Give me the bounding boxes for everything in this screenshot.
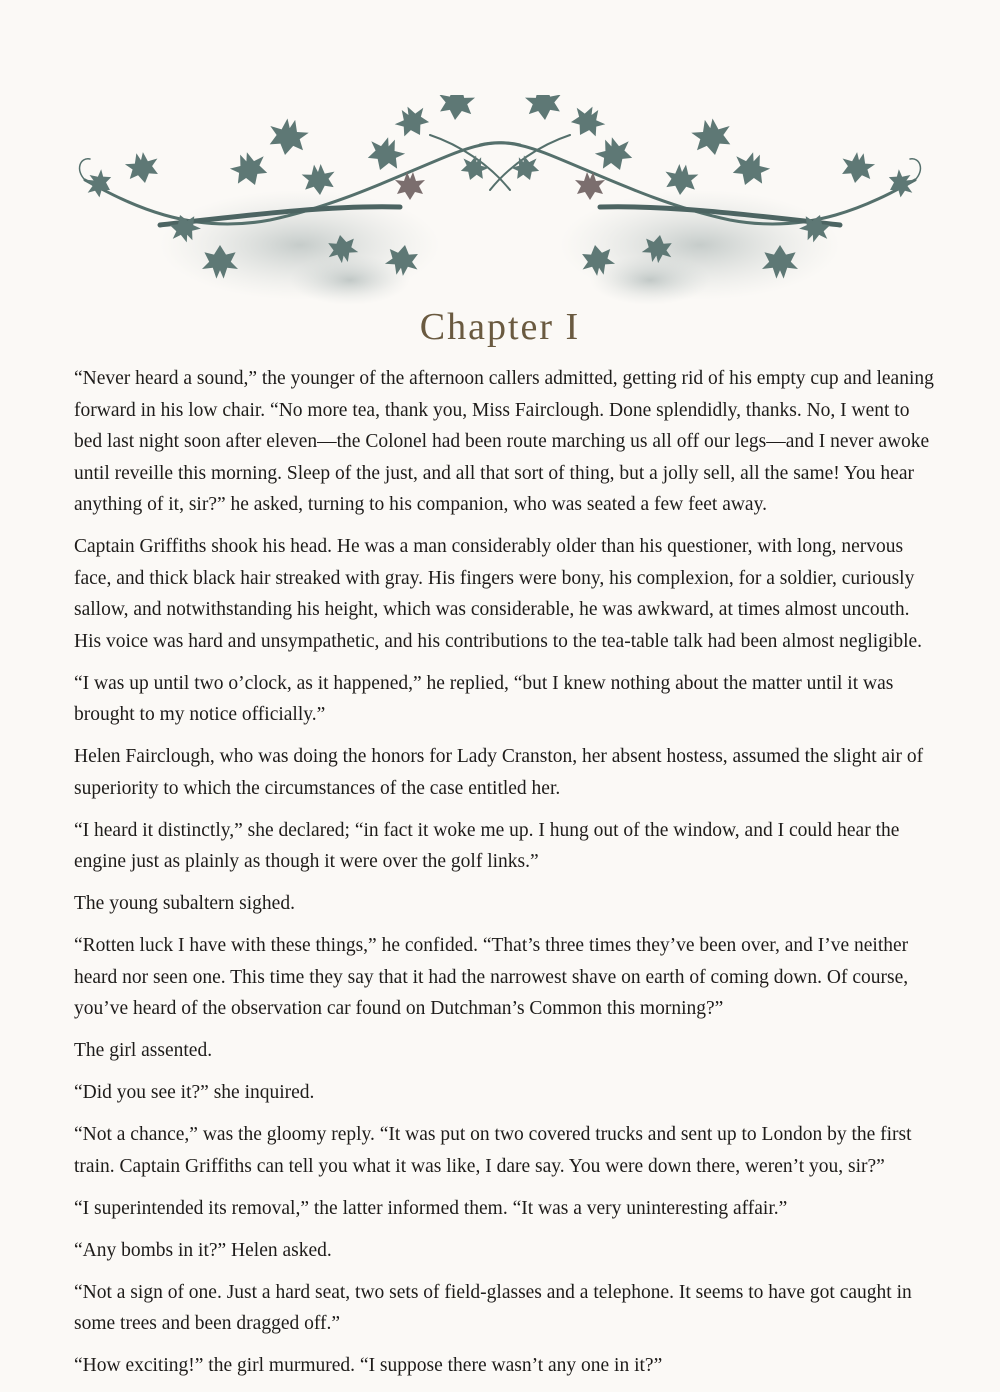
paragraph: “Rotten luck I have with these things,” he confided. “That’s three times they’ve been over, and I’ve neither heard nor seen one. This time they say that it had the narrowest shave on earth of coming down. Of course, you’ve heard of the observation car found on Dutchman’s Common this morning?”: [74, 935, 909, 1019]
paragraph: Helen Fairclough, who was doing the honors for Lady Cranston, her absent hostess, assumed the slight air of superiority to which the circumstances of the case entitled her.: [74, 746, 924, 799]
paragraph: “I superintended its removal,” the latter informed them. “It was a very uninteresting affair.”: [74, 1197, 788, 1219]
paragraph: “Never heard a sound,” the younger of the afternoon callers admitted, getting rid of his empty cup and leaning forward in his low chair. “No more tea, thank you, Miss Fairclough. Done splendidly, thanks. No, I went to bed last night soon after eleven—the Colonel had been route marching us all off our legs—and I never awoke until reveille this morning. Sleep of the just, and all that sort of thing, but a jolly sell, all the same! You hear anything of it, sir?” he asked, turning to his companion, who was seated a few feet away.: [74, 368, 934, 515]
paragraph: The girl assented.: [74, 1040, 213, 1061]
ivy-vine-ornament-icon: [70, 95, 930, 320]
paragraph: “Not a sign of one. Just a hard seat, two sets of field-glasses and a telephone. It seems to have got caught in some trees and been dragged off.”: [74, 1281, 912, 1334]
paragraph: The young subaltern sighed.: [74, 893, 295, 914]
paragraph: “Did you see it?” she inquired.: [74, 1082, 315, 1103]
paragraph: “Not a chance,” was the gloomy reply. “It was put on two covered trucks and sent up to London by the first train. Captain Griffiths can tell you what it was like, I dare say. You were down there, weren’t you, sir?”: [74, 1124, 912, 1177]
paragraph: Captain Griffiths shook his head. He was a man considerably older than his questioner, with long, nervous face, and thick black hair streaked with gray. His fingers were bony, his complexion, for a soldier, curiously sallow, and notwithstanding his height, which was considerable, he was awkward, at times almost uncouth. His voice was hard and unsympathetic, and his contributions to the tea-table talk had been almost negligible.: [74, 536, 923, 652]
chapter-text: [74, 363, 934, 1392]
chapter-title: Chapter I: [419, 306, 581, 348]
paragraph: “Any bombs in it?” Helen asked.: [74, 1239, 332, 1261]
paragraph: “I heard it distinctly,” she declared; “in fact it woke me up. I hung out of the window, and I could hear the engine just as plainly as though it were over the golf links.”: [74, 819, 900, 872]
paragraph: “How exciting!” the girl murmured. “I suppose there wasn’t any one in it?”: [74, 1355, 663, 1376]
paragraph: “I was up until two o’clock, as it happened,” he replied, “but I knew nothing about the matter until it was brought to my notice officially.”: [74, 672, 894, 725]
